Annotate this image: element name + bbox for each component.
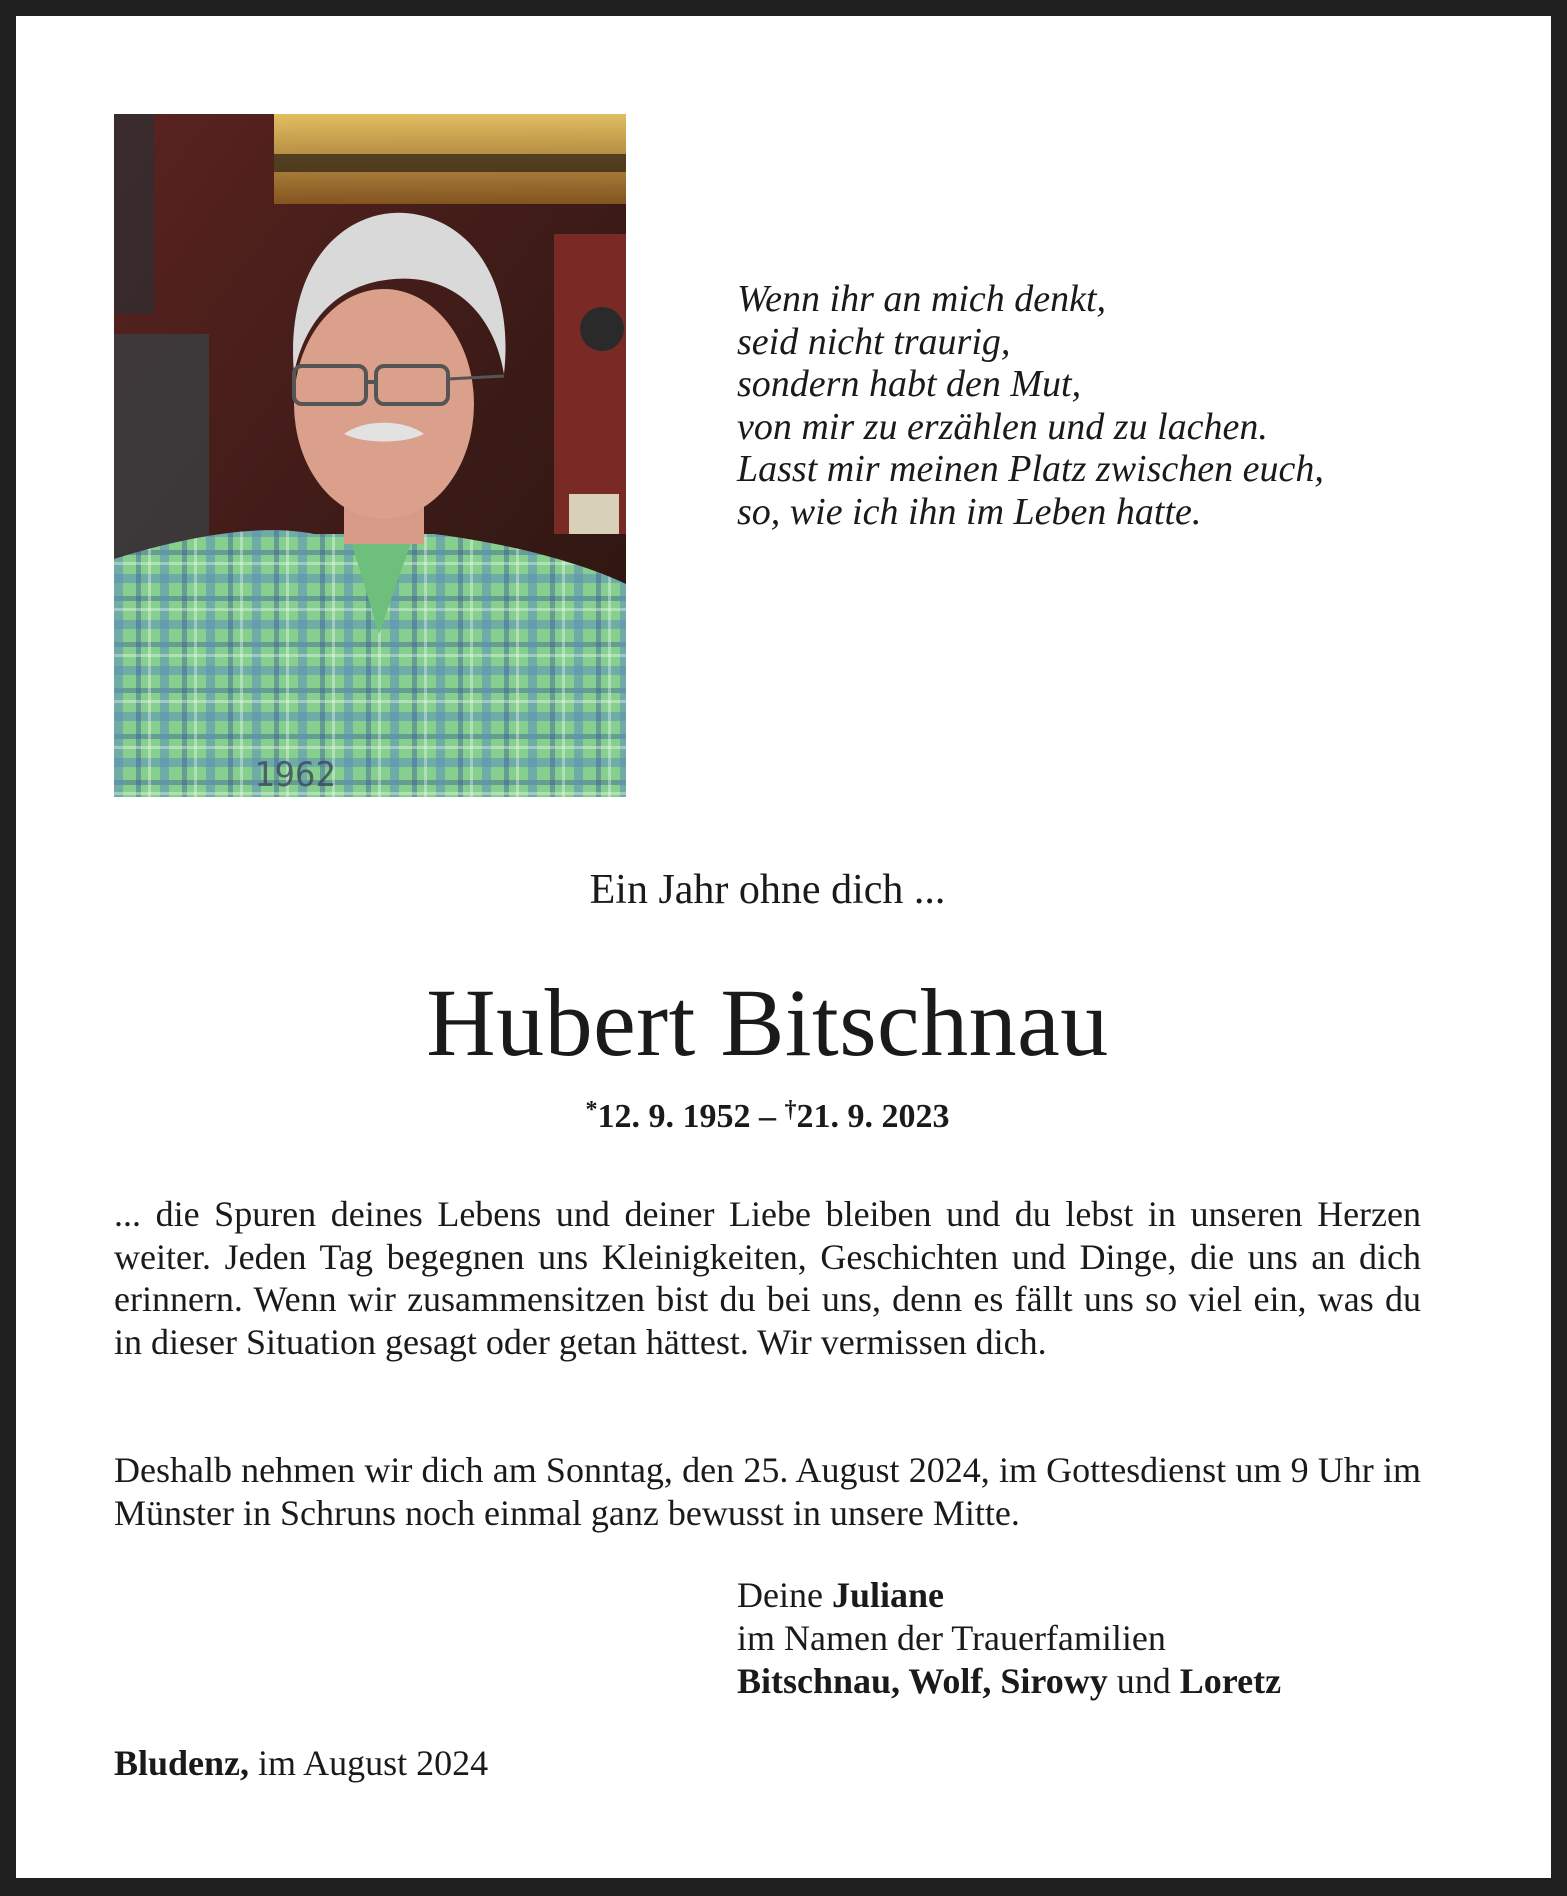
body-paragraph-1: ... die Spuren deines Lebens und deiner Liebe bleiben und du lebst in unseren Herzen weiter. Jeden Tag begegnen uns Kleinigkeiten, Geschichten und Dinge, die uns an dich erinnern. Wenn wir zusammensitzen bist du bei uns, denn es fällt uns so viel ein, was du in dieser Situation gesagt oder getan hättest. Wir vermissen dich. <box>114 1194 1421 1362</box>
signature-families: Bitschnau, Wolf, Sirowy <box>737 1661 1108 1701</box>
death-date: 21. 9. 2023 <box>796 1098 950 1135</box>
poem-line: Lasst mir meinen Platz zwischen euch, <box>737 448 1324 490</box>
place-date <box>114 1742 488 1784</box>
poem-line: seid nicht traurig, <box>737 320 1011 363</box>
signature-connector: und <box>1107 1661 1180 1701</box>
life-dates <box>0 1097 1551 1136</box>
death-symbol: † <box>784 1097 797 1123</box>
birth-symbol: * <box>585 1097 598 1123</box>
date-separator: – <box>750 1098 785 1135</box>
signature-first-name: Juliane <box>831 1575 944 1615</box>
shirt-print-text: 1962 <box>254 755 336 795</box>
poem-line: so, wie ich ihn im Leben hatte. <box>737 490 1202 533</box>
poem-line: sondern habt den Mut, <box>737 363 1082 405</box>
poem-line: von mir zu erzählen und zu lachen. <box>737 405 1268 448</box>
signature-block <box>737 1574 1281 1703</box>
poem <box>737 278 1324 533</box>
portrait-photo <box>114 114 626 797</box>
birth-date: 12. 9. 1952 <box>597 1098 751 1135</box>
signature-prefix: Deine <box>737 1575 832 1615</box>
place: Bludenz, <box>114 1743 250 1783</box>
date: im August 2024 <box>249 1743 489 1783</box>
subtitle: Ein Jahr ohne dich ... <box>589 867 946 913</box>
signature-family-last: Loretz <box>1179 1661 1282 1701</box>
signature-line-2: im Namen der Trauerfamilien <box>737 1618 1166 1658</box>
body-paragraph-2: Deshalb nehmen wir dich am Sonntag, den 25. August 2024, im Gottesdienst um 9 Uhr im Münster in Schruns noch einmal ganz bewusst in unsere Mitte. <box>114 1450 1421 1533</box>
poem-line: Wenn ihr an mich denkt, <box>737 278 1107 320</box>
deceased-name: Hubert Bitschnau <box>426 969 1109 1076</box>
